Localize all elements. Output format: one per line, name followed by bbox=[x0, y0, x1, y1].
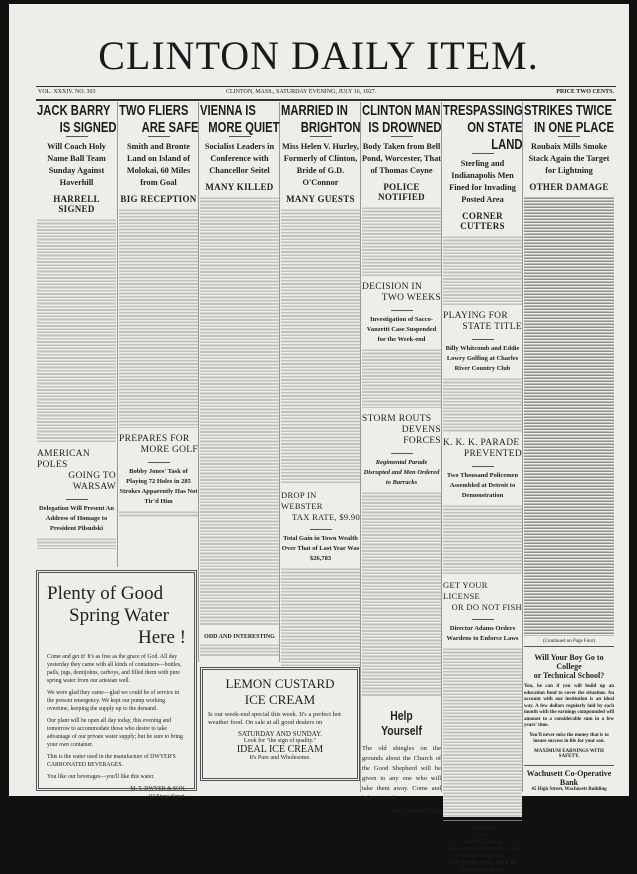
article-body bbox=[362, 206, 441, 276]
column-6 bbox=[443, 102, 522, 874]
headline-trespassing: TRESPASSING ON STATE LAND bbox=[443, 102, 523, 153]
subhead: Director Adams Orders Wardens to Enforce Laws bbox=[446, 625, 519, 642]
subhead: Sterling and Indianapolis Men Fined for Invading Posted Area bbox=[449, 159, 516, 204]
article-body bbox=[443, 377, 522, 432]
headline-decision-in-two-weeks: DECISION IN TWO WEEKS bbox=[362, 282, 441, 303]
subhead: Smith and Bronte Land on Island of Molokai, 60 Miles from Goal bbox=[126, 142, 191, 187]
article-body bbox=[200, 196, 279, 626]
odd-and-interesting-heading: ODD AND INTERESTING bbox=[204, 634, 275, 640]
kicker: MANY KILLED bbox=[205, 182, 274, 192]
article-body bbox=[362, 491, 441, 696]
dateline: CLINTON, MASS., SATURDAY EVENING, JULY 16, 1927. bbox=[226, 89, 377, 95]
article-body bbox=[443, 235, 522, 305]
masthead-title: CLINTON DAILY ITEM. bbox=[98, 33, 539, 78]
kicker: MANY GUESTS bbox=[286, 194, 355, 204]
headline-married-in-brighton: MARRIED IN BRIGHTON bbox=[281, 102, 361, 136]
subhead: Socialist Leaders in Conference with Chancellor Seitel bbox=[204, 142, 275, 175]
article-body bbox=[362, 348, 441, 408]
headline-american-poles: AMERICAN POLES GOING TO WARSAW bbox=[37, 449, 116, 492]
article-body bbox=[281, 208, 360, 484]
kicker: CORNER CUTTERS bbox=[460, 211, 505, 231]
article-body bbox=[119, 510, 198, 518]
article-body bbox=[524, 196, 614, 636]
column-7 bbox=[524, 102, 614, 792]
subhead: Delegation Will Present An Address of Homage to President Pilsudski bbox=[39, 505, 114, 532]
article-body bbox=[443, 647, 522, 817]
kicker: BIG RECEPTION bbox=[120, 194, 197, 204]
column-rule bbox=[360, 102, 361, 792]
help-yourself-notice: Help Yourself The old shingles on the grounds about the Church of the Good Shepherd will be given to any one who will take them away. Come and help yourself. THE COMMITTEE. bbox=[362, 708, 441, 815]
continued-note: (Continued on Page Four) bbox=[524, 639, 614, 647]
column-4 bbox=[281, 102, 360, 695]
column-2 bbox=[119, 102, 198, 521]
column-5 bbox=[362, 102, 441, 815]
headline-strikes-twice: STRIKES TWICE IN ONE PLACE bbox=[524, 102, 614, 136]
headline-jack-barry: JACK BARRY IS SIGNED bbox=[37, 102, 117, 136]
article-body bbox=[443, 504, 522, 574]
article-body bbox=[37, 537, 116, 549]
column-rule bbox=[198, 102, 199, 662]
column-rule bbox=[279, 102, 280, 662]
dateline-bar bbox=[36, 86, 616, 101]
subhead: Roubaix Mills Smoke Stack Again the Target for Lightning bbox=[528, 142, 610, 175]
subhead: Regimental Parade Disrupted and Men Ordered to Barracks bbox=[363, 459, 440, 486]
column-rule bbox=[522, 102, 523, 792]
column-rule bbox=[441, 102, 442, 792]
headline-prepares-for-more-golf: PREPARES FOR MORE GOLF bbox=[119, 434, 198, 455]
headline-storm-routs-devens: STORM ROUTS DEVENS FORCES bbox=[362, 414, 441, 446]
subhead: Two Thousand Policemen Assembled at Detroit to Demonstration bbox=[446, 472, 519, 499]
subhead: Total Gain in Town Wealth Over That of Last Year Was $26,783 bbox=[281, 535, 360, 562]
spring-water-ad: Plenty of Good Spring Water Here ! Come and get it! It's as free as the grace of God. All day yesterday they came with all kinds of containers—bottles, pails, jugs, demijohns, carboys, and filled them with pure spring water from our artesian well. We were glad they came—glad we could be of service in the present emergency. We kept our pump working overtime, keeping the supply up to the demand. Our plant will be open all day today, this evening and tomorrow to accommodate those who desire to take advantage of our private water supply; but be sure to bring your own container. This is the water used in the manufacture of DWYER'S CARBONATED BEVERAGES. You like our beverages—you'll like this water. M. T. DWYER & SON, 92 Stone Street. bbox=[36, 570, 197, 791]
kicker: OTHER DAMAGE bbox=[529, 182, 609, 192]
headline-playing-for-state-title: PLAYING FOR STATE TITLE bbox=[443, 311, 522, 332]
subhead: Body Taken from Bell Pond, Worcester, That of Thomas Coyne bbox=[362, 142, 441, 175]
headline-get-your-license: GET YOUR LICENSE OR DO NOT FISH bbox=[443, 580, 522, 612]
article-body bbox=[119, 208, 198, 428]
column-3 bbox=[200, 102, 279, 660]
column-rule bbox=[117, 102, 118, 567]
headline-drop-in-webster-tax-rate: DROP IN WEBSTER TAX RATE, $9.90 bbox=[281, 490, 360, 522]
article-body bbox=[200, 643, 279, 657]
kicker: HARRELL SIGNED bbox=[53, 194, 100, 214]
headline-two-fliers: TWO FLIERS ARE SAFE bbox=[119, 102, 199, 136]
subhead: Bobby Jones' Task of Playing 72 Holes in 285 Strokes Apparently Has Not Tir'd Him bbox=[119, 468, 198, 505]
headline-vienna: VIENNA IS MORE QUIET bbox=[200, 102, 280, 136]
subhead: Billy Whitcomb and Eddie Lowry Golfing at Charles River Country Club bbox=[445, 345, 520, 372]
kicker: POLICE NOTIFIED bbox=[378, 182, 425, 202]
article-body bbox=[37, 218, 116, 443]
ice-cream-ad: LEMON CUSTARD ICE CREAM Is our week-end special this week. It's a perfect hot weather food. On sale at all good dealers on SATURDAY AND SUNDAY. Look for "the sign of quality." IDEAL ICE CREAM It's Pure and Wholesome. bbox=[200, 667, 360, 781]
subhead: Miss Helen V. Hurley, Formerly of Clinton, Bride of G.D. O'Connor bbox=[282, 142, 359, 187]
column-1 bbox=[37, 102, 116, 552]
headline-clinton-man-drowned: CLINTON MAN IS DROWNED bbox=[362, 102, 442, 136]
subhead: Will Coach Holy Name Ball Team Sunday Against Haverhill bbox=[47, 142, 106, 187]
bank-ad: Will Your Boy Go to College or Technical School? You, he can if you will build up an education fund to cover the situation. An account with our institution is an ideal way. A few dollars regularly laid by each month with the earnings compounded will amount to a considerable sum in a few years' time. You'll never miss the money that is to insure success in life for your son. MAXIMUM EARNINGS WITH SAFETY. Wachusett Co-Operative Bank 45 High Street, Wachusett Building bbox=[524, 653, 614, 792]
headline-kkk-parade: K. K. K. PARADE PREVENTED bbox=[443, 438, 522, 459]
price: PRICE TWO CENTS. bbox=[556, 89, 614, 95]
subhead: Investigation of Sacco-Vanzetti Case Suspended for the Week-end bbox=[366, 316, 437, 343]
maple-lodge-ad: LET'S GO to MAPLE LODGE and get Maine baked beans. Baked by a real bean hole. SATURDAY NITE, JULY 16. Bolton State Road. bbox=[443, 820, 522, 874]
volume-number: VOL. XXXIV. NO. 303 bbox=[38, 89, 96, 95]
